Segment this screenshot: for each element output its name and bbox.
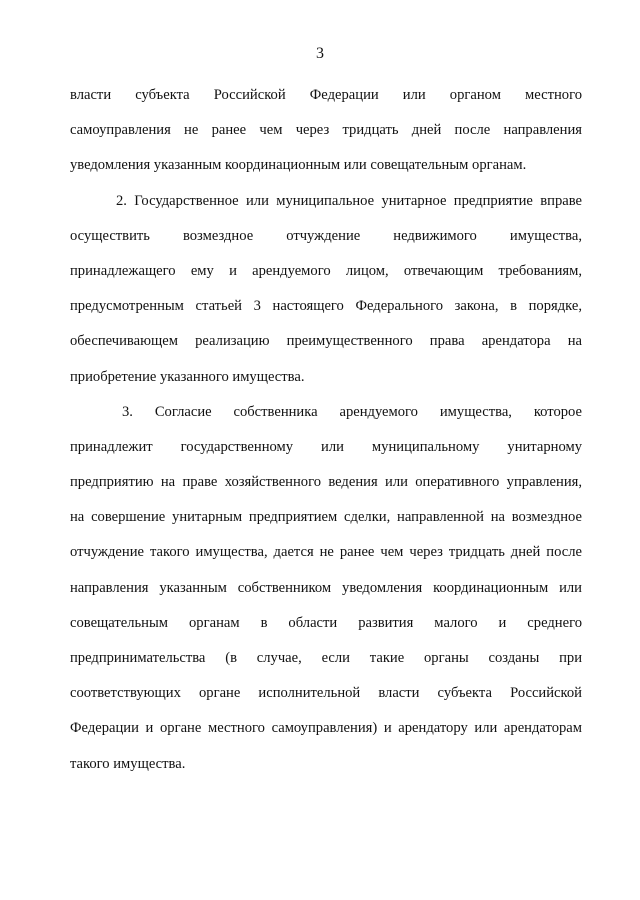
text-line: отчуждение такого имущества, дается не ранее чем через тридцать дней после	[70, 544, 582, 561]
text-line: направления указанным собственником уведомления координационным или	[70, 579, 582, 596]
text-line: соответствующих органе исполнительной власти субъекта Российской	[70, 685, 582, 702]
text-line: предусмотренным статьей 3 настоящего Федерального закона, в порядке,	[70, 298, 582, 315]
text-line: власти субъекта Российской Федерации или органом местного	[70, 87, 582, 103]
text-line: принадлежит государственному или муниципальному унитарному	[70, 438, 582, 455]
text-line: на совершение унитарным предприятием сделки, направленной на возмездное	[70, 509, 582, 526]
text-line: уведомления указанным координационным или совещательным органам.	[70, 157, 527, 174]
text-line: предпринимательства (в случае, если такие органы созданы при	[70, 650, 582, 666]
text-line: обеспечивающем реализацию преимущественного права арендатора на	[70, 333, 582, 350]
text-line: Федерации и органе местного самоуправления) и арендатору или арендаторам	[70, 720, 582, 737]
text-line: 2. Государственное или муниципальное унитарное предприятие вправе	[116, 192, 582, 209]
text-line: осуществить возмездное отчуждение недвижимого имущества,	[70, 227, 582, 244]
text-line: 3. Согласие собственника арендуемого имущества, которое	[122, 403, 582, 420]
document-body	[70, 82, 582, 786]
text-line: приобретение указанного имущества.	[70, 368, 305, 385]
paragraph-2	[70, 188, 582, 399]
paragraph-1	[70, 82, 582, 188]
text-line: совещательным органам в области развития малого и среднего	[70, 614, 582, 631]
text-line: самоуправления не ранее чем через тридцать дней после направления	[70, 122, 582, 139]
paragraph-3	[70, 399, 582, 786]
page-number: 3	[316, 45, 324, 62]
text-line: принадлежащего ему и арендуемого лицом, отвечающим требованиям,	[70, 262, 582, 279]
text-line: такого имущества.	[70, 755, 186, 772]
text-line: предприятию на праве хозяйственного ведения или оперативного управления,	[70, 474, 582, 491]
